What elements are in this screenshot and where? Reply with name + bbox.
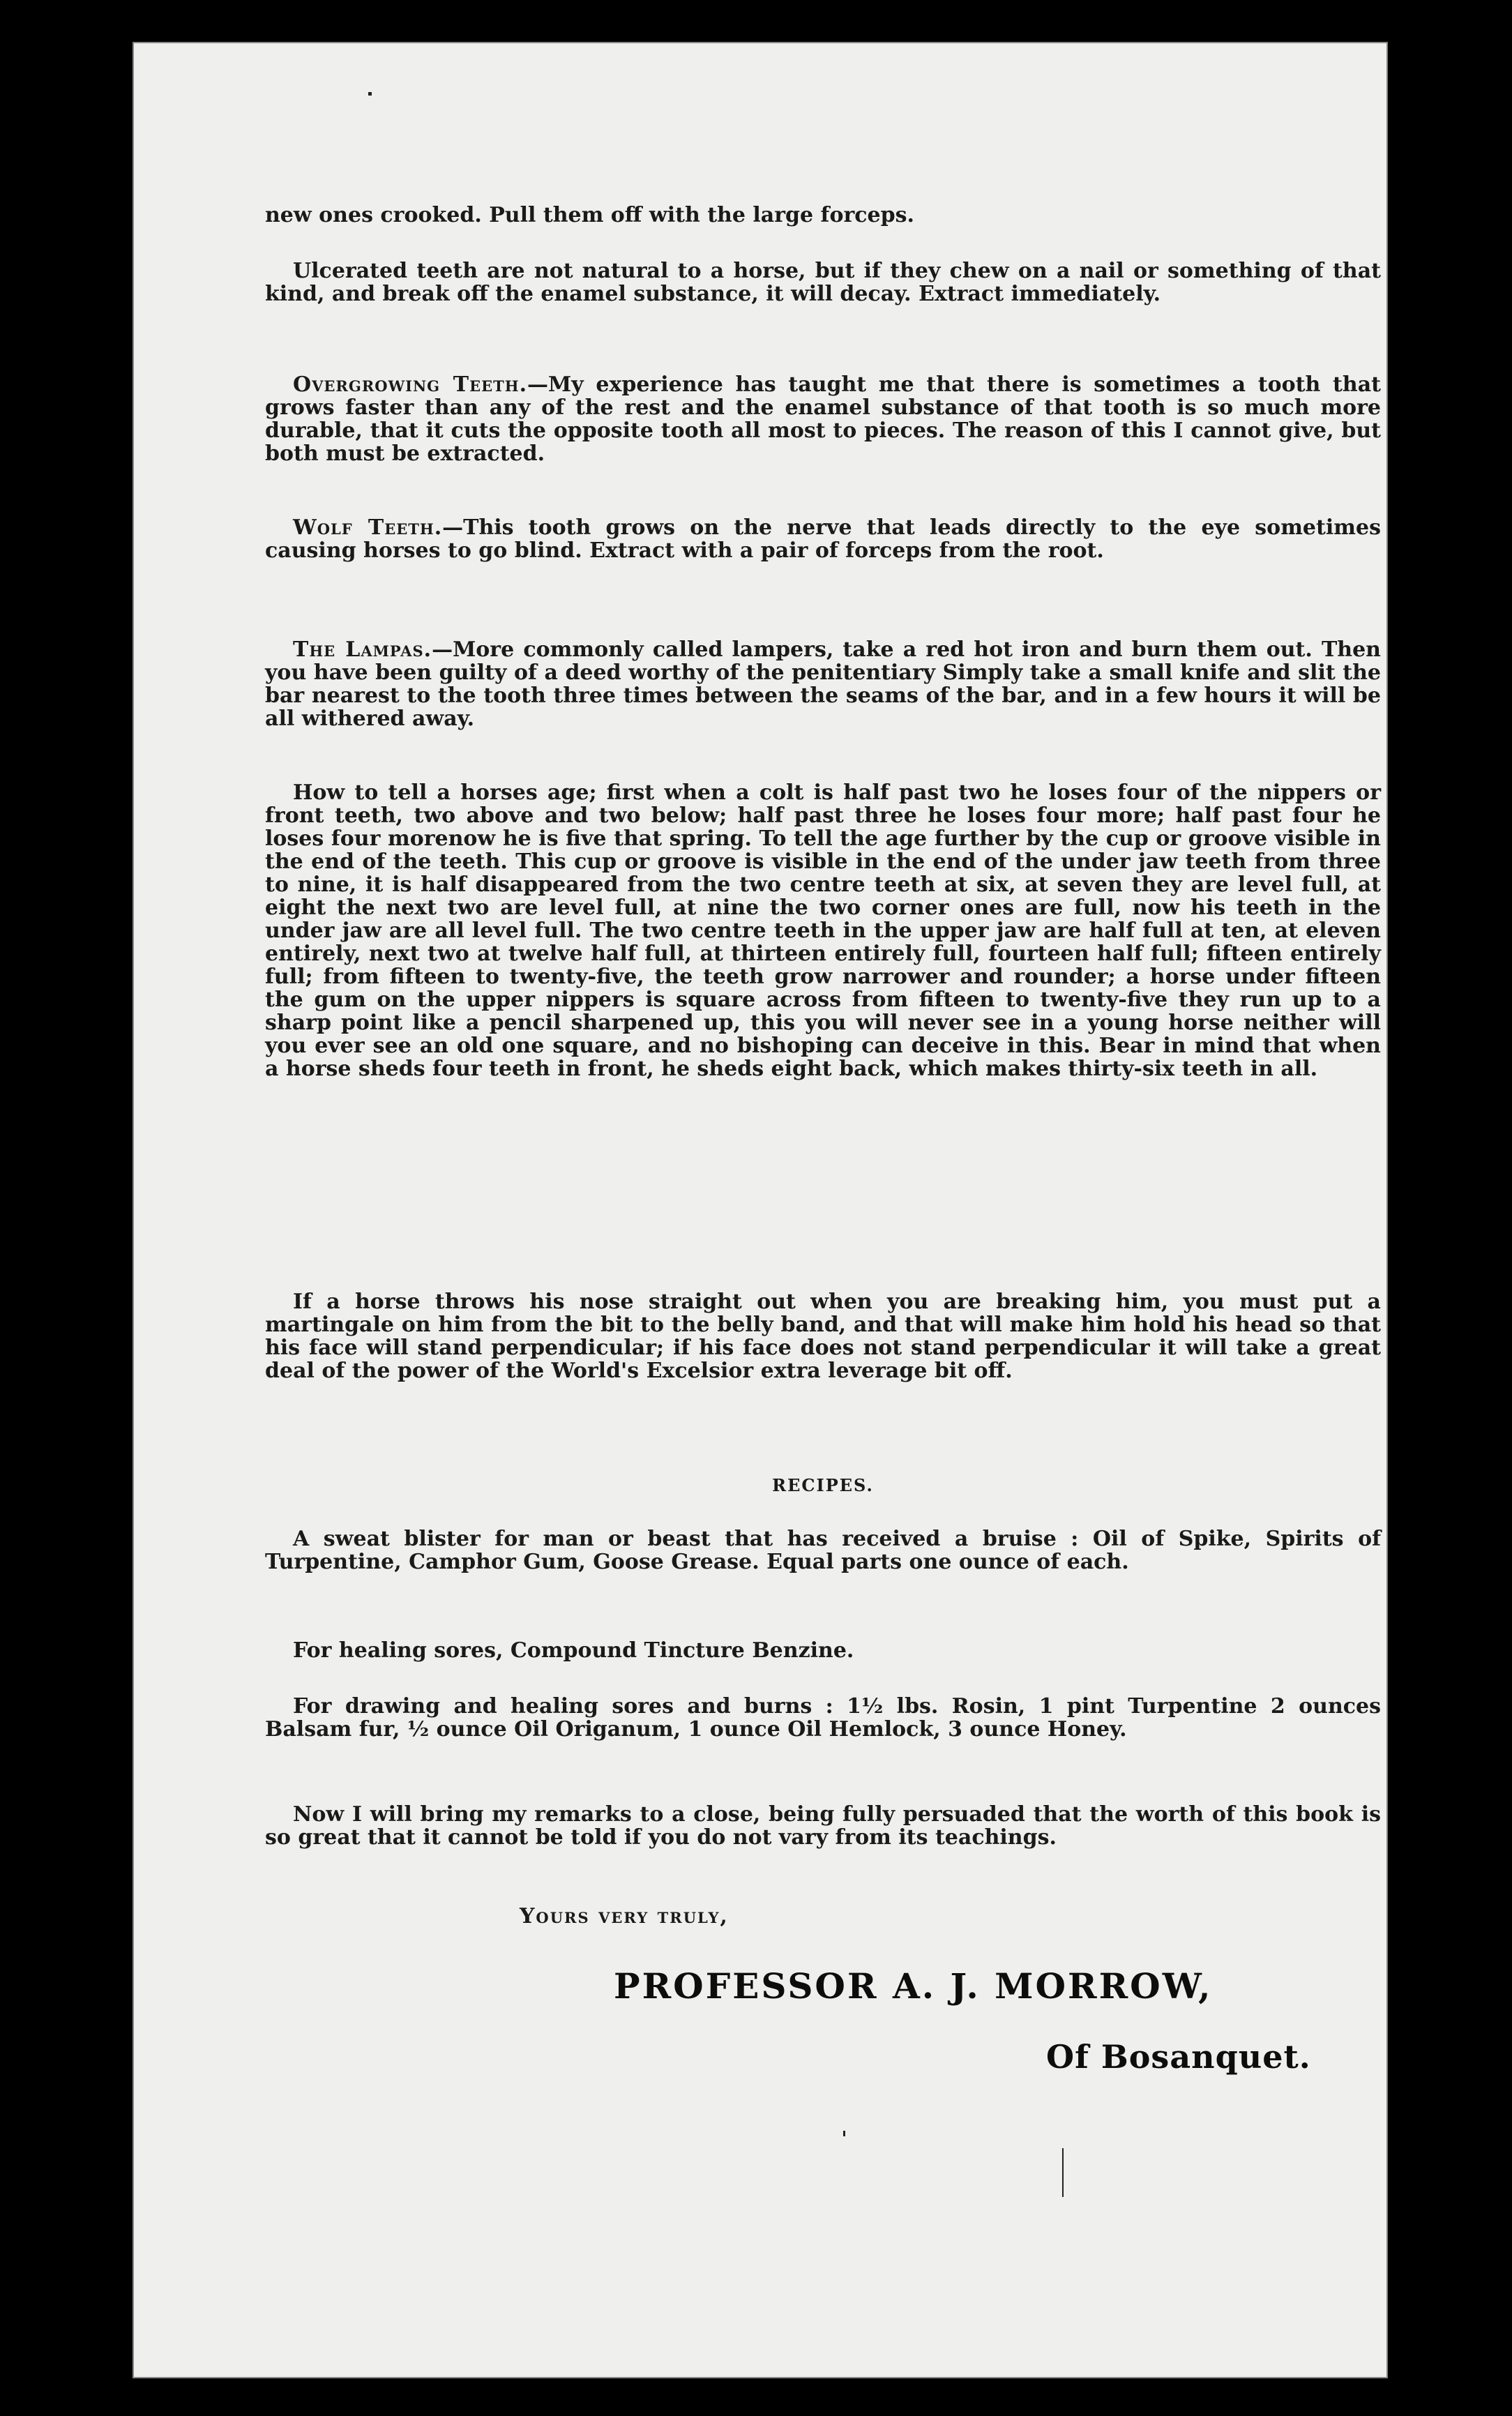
paragraph-wolf-teeth (265, 516, 1381, 562)
section-heading: Wolf Teeth. (293, 515, 443, 540)
paragraph-text: —This tooth grows on the nerve that leads directly to the eye sometimes causing horses to go blind. Extract with a pair of forceps from the root. (265, 515, 1381, 563)
closing-salutation: Yours very truly, (520, 1904, 729, 1928)
signature-name: PROFESSOR A. J. MORROW, (614, 1965, 1213, 2007)
paragraph-text: A sweat blister for man or beast that has received a bruise : Oil of Spike, Spirits of Turpentine, Camphor Gum, Goose Grease. Equal parts one ounce of each. (265, 1527, 1381, 1574)
print-mark (1062, 2148, 1064, 2197)
paragraph-overgrowing-teeth (265, 373, 1381, 465)
paragraph-text: —My experience has taught me that there is sometimes a tooth that grows faster than any of the rest and the enamel substance of that tooth is so much more durable, that it cuts the opposite tooth all most to pieces. The reason of this I cannot give, but both must be extracted. (265, 372, 1382, 466)
paragraph-forceps (265, 204, 1381, 227)
section-heading: The Lampas. (293, 637, 432, 662)
recipe-sweat-blister (265, 1527, 1381, 1573)
paragraph-text: If a horse throws his nose straight out when you are breaking him, you must put a martingale on him from the bit to the belly band, and that will make him hold his head so that his face will stand perpendicular; if his face does not stand perpendicular it will take a great deal of the power of the World's Excelsior extra leverage bit off. (265, 1290, 1381, 1383)
recipes-heading: RECIPES. (772, 1475, 874, 1495)
print-speck (368, 92, 372, 96)
paragraph-text: new ones crooked. Pull them off with the large forceps. (265, 203, 914, 227)
paragraph-closing-remarks (265, 1803, 1381, 1849)
signature-place: Of Bosanquet. (1046, 2038, 1311, 2076)
paragraph-horse-age (265, 781, 1381, 1080)
paragraph-text: For drawing and healing sores and burns : 1½ lbs. Rosin, 1 pint Turpentine 2 ounces Balsam fur, ½ ounce Oil Origanum, 1 ounce Oil Hemlock, 3 ounce Honey. (265, 1694, 1381, 1742)
paragraph-text: For healing sores, Compound Tincture Benzine. (293, 1638, 854, 1663)
print-speck (843, 2131, 845, 2136)
paragraph-text: How to tell a horses age; first when a colt is half past two he loses four of the nippers or front teeth, two above and two below; half past three he loses four more; half past four he loses four morenow he is five that spring. To tell the age further by the cup or groove visible in the end of the teeth. This cup or groove is visible in the end of the under jaw teeth from three to nine, it is half disappeared from the two centre teeth at six, at seven they are level full, at eight the next two are level full, at nine the two corner ones are full, now his teeth in the under jaw are all level full. The two centre teeth in the upper jaw are half full at ten, at eleven entirely, next two at twelve half full, at thirteen entirely full, fourteen half full; fifteen entirely full; from fifteen to twenty-five, the teeth grow narrower and rounder; a horse under fifteen the gum on the upper nippers is square across from fifteen to twenty-five they run up to a sharp point like a pencil sharpened up, this you will never see in a young horse neither will you ever see an old one square, and no bishoping can deceive in this. Bear in mind that when a horse sheds four teeth in front, he sheds eight back, which makes thirty-six teeth in all. (265, 780, 1381, 1081)
paragraph-martingale (265, 1290, 1381, 1382)
paragraph-text: —More commonly called lampers, take a red hot iron and burn them out. Then you have been guilty of a deed worthy of the penitentiary Simply take a small knife and slit the bar nearest to the tooth three times between the seams of the bar, and in a few hours it will be all withered away. (265, 637, 1381, 731)
paragraph-text: Now I will bring my remarks to a close, being fully persuaded that the worth of this book is so great that it cannot be told if you do not vary from its teachings. (265, 1802, 1381, 1850)
recipe-healing-sores (265, 1639, 1381, 1662)
paragraph-ulcerated-teeth (265, 259, 1381, 305)
document-page (133, 42, 1388, 2378)
section-heading: Overgrowing Teeth. (293, 372, 528, 397)
recipe-drawing-healing (265, 1695, 1381, 1741)
paragraph-text: Ulcerated teeth are not natural to a horse, but if they chew on a nail or something of that kind, and break off the enamel substance, it will decay. Extract immediately. (265, 259, 1381, 306)
paragraph-lampas (265, 638, 1381, 730)
